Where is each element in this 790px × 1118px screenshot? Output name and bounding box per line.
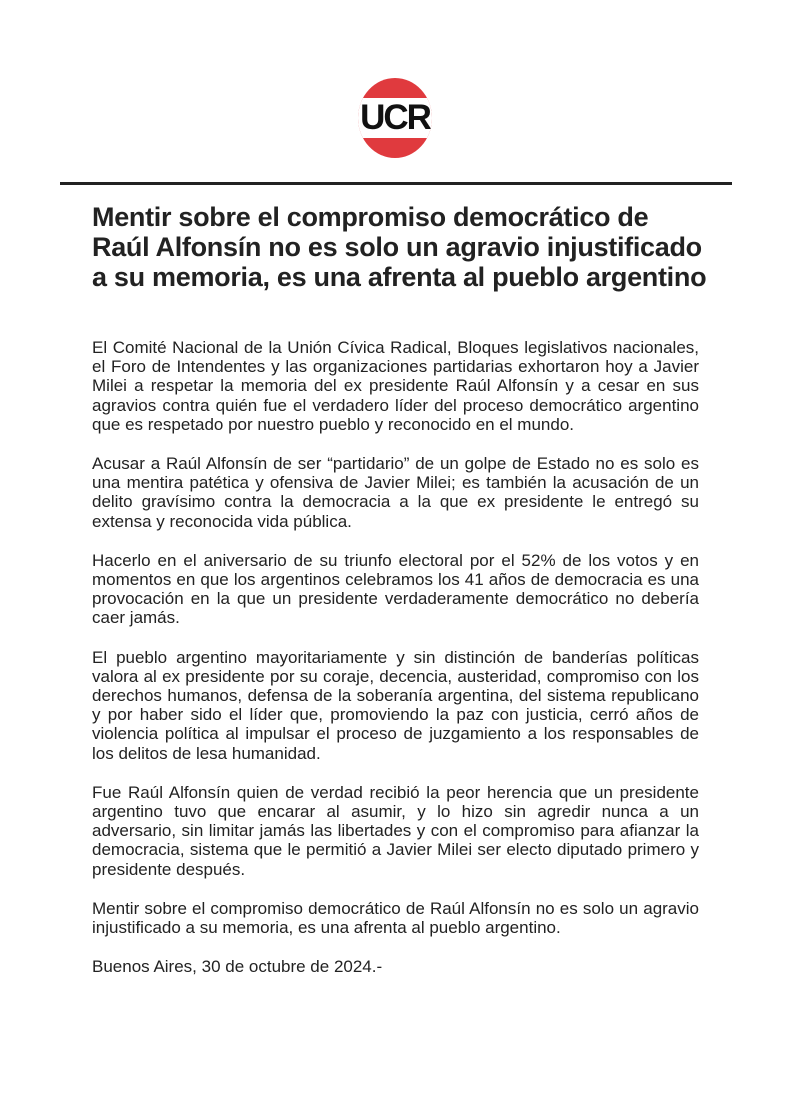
logo-text: UCR [360, 98, 430, 137]
ucr-logo [358, 78, 432, 158]
paragraph: Acusar a Raúl Alfonsín de ser “partidario” de un golpe de Estado no es solo es una mentira patética y ofensiva de Javier Milei; es también la acusación de un delito gravísimo contra la democracia a la que ex presidente le entregó su extensa y reconocida vida pública. [92, 454, 699, 531]
paragraph: Hacerlo en el aniversario de su triunfo electoral por el 52% de los votos y en momentos en que los argentinos celebramos los 41 años de democracia es una provocación en la que un presidente verdaderamente democrático no debería caer jamás. [92, 550, 699, 628]
headline: Mentir sobre el compromiso democrático de Raúl Alfonsín no es solo un agravio injustificado a su memoria, es una afrenta al pueblo argentino [92, 202, 707, 292]
paragraph: Fue Raúl Alfonsín quien de verdad recibió la peor herencia que un presidente argentino tuvo que encarar al asumir, y lo hizo sin agredir nunca a un adversario, sin limitar jamás las libertades y con el compromiso para afianzar la democracia, sistema que le permitió a Javier Milei ser electo diputado primero y presidente después. [92, 782, 699, 879]
signoff: Buenos Aires, 30 de octubre de 2024.- [92, 957, 383, 977]
paragraph: Mentir sobre el compromiso democrático de Raúl Alfonsín no es solo un agravio injustificado a su memoria, es una afrenta al pueblo argentino. [92, 898, 699, 938]
paragraph: El Comité Nacional de la Unión Cívica Radical, Bloques legislativos nacionales, el Foro de Intendentes y las organizaciones partidarias exhortaron hoy a Javier Milei a respetar la memoria del ex presidente Raúl Alfonsín y a cesar en sus agravios contra quién fue el verdadero líder del proceso democrático argentino que es respetado por nuestro pueblo y reconocido en el mundo. [92, 338, 699, 434]
header-divider [60, 182, 732, 185]
statement-body [92, 338, 699, 996]
paragraph: El pueblo argentino mayoritariamente y sin distinción de banderías políticas valora al ex presidente por su coraje, decencia, austeridad, compromiso con los derechos humanos, defensa de la soberanía argentina, del sistema republicano y por haber sido el líder que, promoviendo la paz con justicia, cerró años de violencia política al impulsar el proceso de juzgamiento a los responsables de los delitos de lesa humanidad. [92, 647, 699, 763]
